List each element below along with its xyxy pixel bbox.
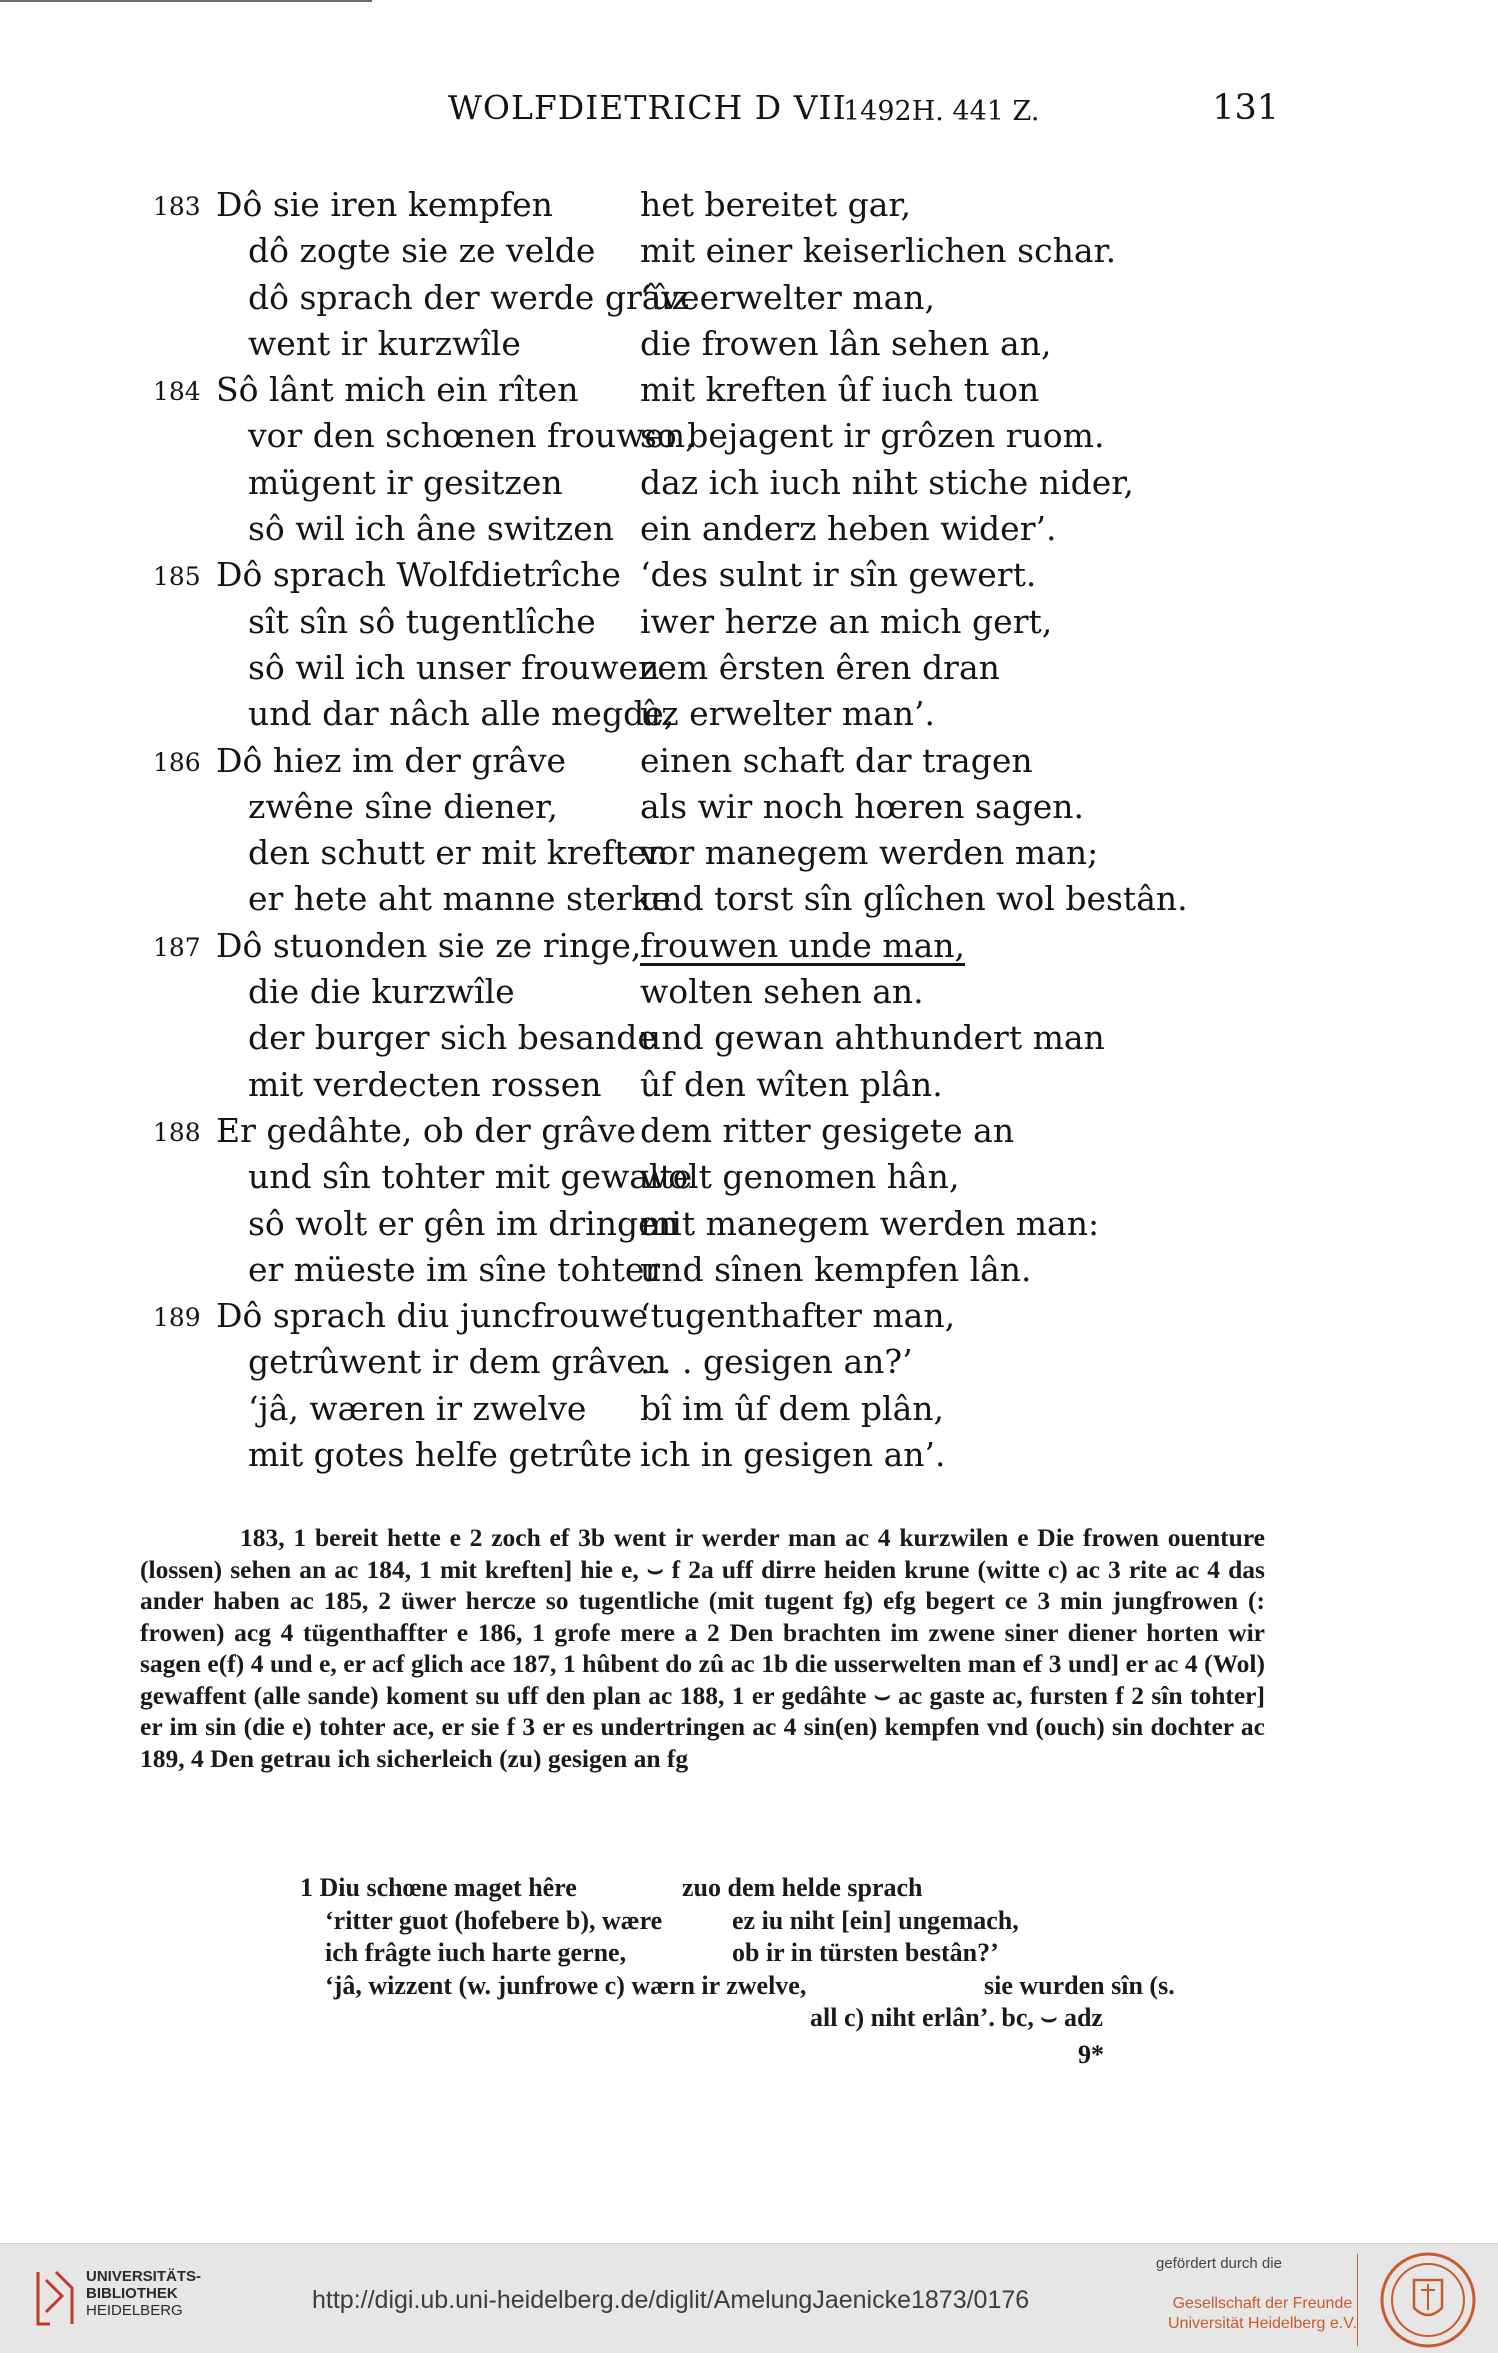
society-name: Gesellschaft der Freunde Universität Heidelberg e.V. [1168, 2295, 1357, 2332]
top-rule [0, 0, 372, 2]
verse-second-half: ûz erwelter man’. [640, 694, 936, 734]
verse-second-half: wolt genomen hân, [640, 1157, 960, 1197]
verse-second-half: ‘tugenthafter man, [640, 1296, 956, 1336]
verse-second-half: als wir noch hœren sagen. [640, 786, 1085, 826]
verse-second-half: . . . gesigen an?’ [640, 1342, 913, 1382]
verse-line [0, 1015, 1498, 1061]
university-seal-icon [1378, 2250, 1478, 2350]
stanza [0, 367, 1498, 552]
footer-bar [0, 2243, 1498, 2353]
verse-second-half: zem êrsten êren dran [640, 647, 1000, 687]
verse-first-half: den schutt er mit kreften [248, 833, 669, 873]
verse-first-half: sô wil ich unser frouwen [248, 647, 660, 687]
verse-first-half: getrûwent ir dem grâven [248, 1342, 667, 1382]
stanza-number: 188 [153, 1117, 201, 1147]
verse-first-half: dô sprach der werde grâve [248, 277, 700, 317]
verse-first-half: ‘jâ, wæren ir zwelve [248, 1388, 587, 1428]
stanza [0, 738, 1498, 923]
verse-second-half: ‘des sulnt ir sîn gewert. [640, 555, 1037, 595]
stanza [0, 182, 1498, 367]
stanza-number: 186 [153, 747, 201, 777]
verse-first-half: und dar nâch alle megde, [248, 694, 675, 734]
verse-second-half: ûf den wîten plân. [640, 1064, 943, 1104]
verse-second-half: wolten sehen an. [640, 972, 924, 1012]
verse-text [0, 182, 1498, 1478]
verse-first-half: Dô sprach diu juncfrouwe [216, 1296, 649, 1336]
verse-line [0, 228, 1498, 274]
verse-first-half: Sô lânt mich ein rîten [216, 370, 579, 410]
verse-line [0, 321, 1498, 367]
verse-second-half: het bereitet gar, [640, 185, 912, 224]
verse-second-half: und torst sîn glîchen wol bestân. [640, 879, 1188, 919]
footer-divider [1357, 2254, 1358, 2346]
verse-line [0, 923, 1498, 969]
apparatus-notes: 183, 1 bereit hette e 2 zoch ef 3b went ir werder man ac 4 kurzwilen e Die frowen ouenture (lossen) sehen an ac 184, 1 mit kreften] hie e, ⌣ f 2a uff dirre heiden krune (witte c) ac 3 rite ac 4 das ander haben ac 185, 2 üwer hercze so tugentliche (mit tugent fg) efg begert ce 3 min jungfrowen (: frowen) acg 4 tügenthaffter e 186, 1 grofe mere a 2 Den brachten im zwene siner diener horten wir sagen e(f) 4 und e, er acf glich ace 187, 1 hûbent do zû ac 1b die usserwelten man ef 3 und] er ac 4 (Wol) gewaffent (alle sande) koment su uff den plan ac 188, 1 er gedâhte ⌣ ac gaste ac, fursten f 2 sîn tohter] er im sin (die e) tohter ace, er sie f 3 er es undertringen ac 4 sin(en) kempfen vnd (ouch) sin dochter ac 189, 4 Den getrau ich sicherleich (zu) gesigen an fg [140, 1523, 1265, 1773]
stanza-number: 184 [153, 377, 201, 407]
stanza-number: 185 [153, 562, 201, 592]
verse-second-half: die frowen lân sehen an, [640, 323, 1052, 363]
verse-second-half: ein anderz heben wider’. [640, 509, 1057, 549]
verse-first-half: Dô hiez im der grâve [216, 740, 567, 780]
verse-line [0, 367, 1498, 413]
verse-first-half: der burger sich besande [248, 1018, 657, 1058]
verse-first-half: sô wolt er gên im dringen [248, 1203, 679, 1243]
verse-first-half: Dô stuonden sie ze ringe, [216, 925, 642, 965]
verse-second-half: so bejagent ir grôzen ruom. [640, 416, 1105, 456]
verse-line [0, 645, 1498, 691]
verse-first-half: Er gedâhte, ob der grâve [216, 1110, 636, 1150]
running-head [448, 88, 1278, 148]
apparatus-verse-second-half: sie wurden sîn (s. [984, 1970, 1175, 2000]
verse-first-half: er müeste im sîne tohter [248, 1249, 661, 1289]
verse-line [0, 876, 1498, 922]
verse-second-half: frouwen unde man, [640, 925, 965, 965]
library-logo-icon [32, 2266, 80, 2330]
running-title: WOLFDIETRICH D VII [448, 88, 847, 127]
verse-first-half: sît sîn sô tugentlîche [248, 601, 596, 641]
verse-first-half: went ir kurzwîle [248, 323, 521, 363]
verse-line [0, 1201, 1498, 1247]
apparatus-verse-second-half: ob ir in türsten bestân?’ [732, 1938, 999, 1967]
apparatus-verse-first-half: ich frâgte iuch harte gerne, [325, 1938, 627, 1967]
verse-first-half: sô wil ich âne switzen [248, 509, 615, 549]
verse-second-half: mit manegem werden man: [640, 1203, 1100, 1243]
apparatus-verse-first-half: ‘ritter guot (hofebere b), wære [325, 1905, 663, 1935]
page-number: 131 [1212, 88, 1279, 128]
verse-line [0, 275, 1498, 321]
verse-line [0, 413, 1498, 459]
sponsor-label: gefördert durch die [1156, 2255, 1282, 2272]
signature-mark: 9* [1078, 2040, 1104, 2069]
verse-line [0, 552, 1498, 598]
verse-first-half: und sîn tohter mit gewalte [248, 1157, 693, 1197]
verse-first-half: zwêne sîne diener, [248, 786, 558, 826]
verse-second-half: mit kreften ûf iuch tuon [640, 370, 1040, 410]
verse-first-half: mügent ir gesitzen [248, 462, 563, 502]
verse-first-half: die die kurzwîle [248, 972, 515, 1012]
verse-second-half: ‘ûz erwelter man, [640, 277, 936, 317]
verse-second-half: vor manegem werden man; [640, 833, 1099, 873]
verse-line [0, 1154, 1498, 1200]
verse-line [0, 182, 1498, 228]
verse-first-half: mit gotes helfe getrûte [248, 1435, 633, 1475]
verse-second-half: mit einer keiserlichen schar. [640, 231, 1117, 271]
verse-line [0, 784, 1498, 830]
stanza [0, 552, 1498, 737]
verse-line [0, 599, 1498, 645]
apparatus-verse-tail: all c) niht erlân’. bc, ⌣ adz [810, 2003, 1103, 2032]
stanza-number: 187 [153, 932, 201, 962]
verse-line [0, 1247, 1498, 1293]
verse-first-half: Dô sie iren kempfen [216, 185, 553, 224]
verse-line [0, 506, 1498, 552]
verse-first-half: vor den schœnen frouwen, [248, 416, 696, 456]
apparatus-verse-second-half: zuo dem helde sprach [682, 1873, 923, 1902]
stanza [0, 923, 1498, 1108]
verse-line [0, 1108, 1498, 1154]
stanza-number: 183 [153, 192, 201, 221]
verse-line [0, 1339, 1498, 1385]
apparatus-verse-first-half: ‘jâ, wizzent (w. junfrowe c) wærn ir zwelve, [325, 1970, 807, 2000]
verse-second-half: einen schaft dar tragen [640, 740, 1033, 780]
verse-first-half: dô zogte sie ze velde [248, 231, 596, 271]
verse-line [0, 738, 1498, 784]
verse-line [0, 1386, 1498, 1432]
verse-second-half: bî im ûf dem plân, [640, 1388, 944, 1428]
apparatus-verse-first-half: 1 Diu schœne maget hêre [300, 1873, 577, 1902]
permalink-url[interactable]: http://digi.ub.uni-heidelberg.de/diglit/AmelungJaenicke1873/0176 [312, 2286, 1030, 2314]
critical-apparatus [140, 1522, 1265, 1774]
stanza-number: 189 [153, 1303, 201, 1333]
verse-line [0, 691, 1498, 737]
library-name: UNIVERSITÄTS- BIBLIOTHEK HEIDELBERG [86, 2268, 202, 2319]
verse-second-half: daz ich iuch niht stiche nider, [640, 462, 1134, 502]
verse-second-half: ich in gesigen an’. [640, 1435, 946, 1475]
verse-second-half: und gewan ahthundert man [640, 1018, 1105, 1058]
verse-second-half: dem ritter gesigete an [640, 1110, 1015, 1150]
apparatus-verse-second-half: ez iu niht [ein] ungemach, [732, 1905, 1019, 1935]
verse-first-half: mit verdecten rossen [248, 1064, 602, 1104]
stanza [0, 1108, 1498, 1293]
verse-line [0, 460, 1498, 506]
verse-line [0, 1062, 1498, 1108]
verse-line [0, 969, 1498, 1015]
stanza [0, 1293, 1498, 1478]
verse-first-half: Dô sprach Wolfdietrîche [216, 555, 621, 595]
verse-second-half: und sînen kempfen lân. [640, 1249, 1032, 1289]
verse-line [0, 1293, 1498, 1339]
verse-first-half: er hete aht manne sterke [248, 879, 672, 919]
verse-second-half: iwer herze an mich gert, [640, 601, 1053, 641]
running-reference: 1492H. 441 Z. [843, 96, 1040, 127]
verse-line [0, 830, 1498, 876]
verse-line [0, 1432, 1498, 1478]
